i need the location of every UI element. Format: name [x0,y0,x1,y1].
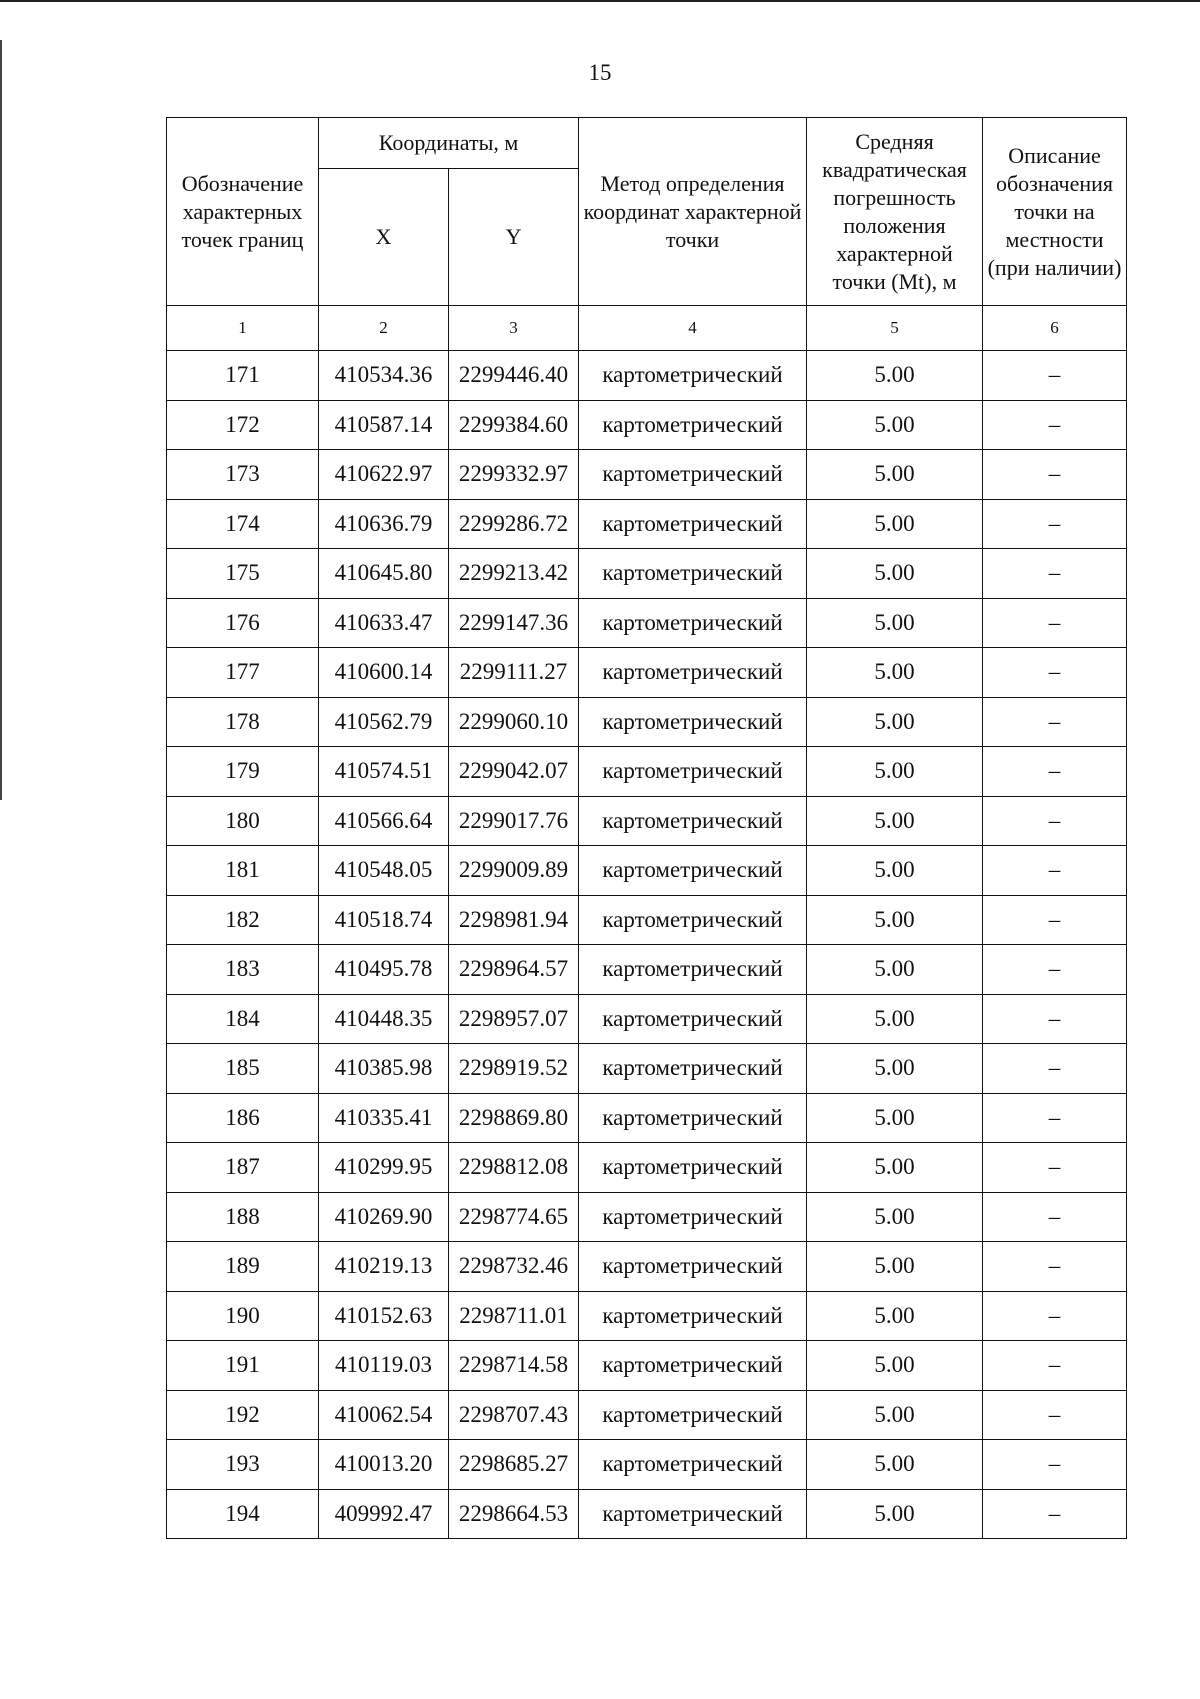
cell-point: 191 [167,1341,319,1391]
header-x: X [319,169,449,306]
table-row [167,945,1127,995]
cell-error: 5.00 [807,747,983,797]
cell-y: 2298774.65 [449,1192,579,1242]
cell-point: 189 [167,1242,319,1292]
cell-error: 5.00 [807,450,983,500]
cell-point: 181 [167,846,319,896]
cell-method: картометрический [579,994,807,1044]
table-row [167,1390,1127,1440]
header-coordinates: Координаты, м [319,118,579,169]
cell-point: 174 [167,499,319,549]
coordinates-table [166,117,1127,1539]
cell-y: 2298732.46 [449,1242,579,1292]
cell-point: 177 [167,648,319,698]
cell-description: – [983,1291,1127,1341]
column-number: 4 [579,306,807,351]
cell-x: 410587.14 [319,400,449,450]
cell-method: картометрический [579,1390,807,1440]
table-row [167,1440,1127,1490]
cell-x: 410448.35 [319,994,449,1044]
cell-description: – [983,895,1127,945]
cell-method: картометрический [579,351,807,401]
cell-y: 2298964.57 [449,945,579,995]
cell-description: – [983,1440,1127,1490]
table-row [167,747,1127,797]
cell-x: 410600.14 [319,648,449,698]
cell-description: – [983,1044,1127,1094]
cell-error: 5.00 [807,1291,983,1341]
cell-y: 2299060.10 [449,697,579,747]
cell-method: картометрический [579,1143,807,1193]
cell-point: 194 [167,1489,319,1539]
cell-description: – [983,1192,1127,1242]
cell-point: 188 [167,1192,319,1242]
table-row [167,648,1127,698]
cell-description: – [983,1143,1127,1193]
header-method: Метод определения координат характерной точки [579,118,807,306]
cell-method: картометрический [579,747,807,797]
cell-method: картометрический [579,697,807,747]
cell-description: – [983,846,1127,896]
table-row [167,499,1127,549]
cell-x: 410219.13 [319,1242,449,1292]
cell-description: – [983,1489,1127,1539]
column-number: 2 [319,306,449,351]
cell-x: 410636.79 [319,499,449,549]
cell-description: – [983,796,1127,846]
cell-y: 2298981.94 [449,895,579,945]
cell-error: 5.00 [807,1341,983,1391]
cell-error: 5.00 [807,1044,983,1094]
cell-error: 5.00 [807,1390,983,1440]
column-number: 5 [807,306,983,351]
table-row [167,895,1127,945]
cell-y: 2299147.36 [449,598,579,648]
cell-x: 410574.51 [319,747,449,797]
cell-y: 2298714.58 [449,1341,579,1391]
cell-method: картометрический [579,1044,807,1094]
table-row [167,697,1127,747]
cell-method: картометрический [579,450,807,500]
cell-y: 2299384.60 [449,400,579,450]
cell-method: картометрический [579,598,807,648]
column-number: 1 [167,306,319,351]
cell-x: 410119.03 [319,1341,449,1391]
cell-method: картометрический [579,499,807,549]
cell-method: картометрический [579,1242,807,1292]
cell-description: – [983,400,1127,450]
cell-description: – [983,1390,1127,1440]
cell-y: 2299009.89 [449,846,579,896]
table-row [167,846,1127,896]
cell-point: 183 [167,945,319,995]
cell-y: 2299042.07 [449,747,579,797]
cell-y: 2298812.08 [449,1143,579,1193]
table-row [167,351,1127,401]
cell-error: 5.00 [807,1440,983,1490]
cell-method: картометрический [579,1440,807,1490]
cell-point: 190 [167,1291,319,1341]
cell-description: – [983,351,1127,401]
cell-error: 5.00 [807,895,983,945]
cell-error: 5.00 [807,400,983,450]
cell-point: 182 [167,895,319,945]
page-number: 15 [588,60,612,85]
table-row [167,1341,1127,1391]
cell-method: картометрический [579,1192,807,1242]
cell-error: 5.00 [807,598,983,648]
cell-error: 5.00 [807,499,983,549]
cell-x: 410645.80 [319,549,449,599]
cell-point: 179 [167,747,319,797]
cell-method: картометрический [579,895,807,945]
cell-y: 2298919.52 [449,1044,579,1094]
cell-point: 180 [167,796,319,846]
cell-y: 2298957.07 [449,994,579,1044]
cell-description: – [983,747,1127,797]
cell-point: 178 [167,697,319,747]
table-body [167,306,1127,1539]
cell-description: – [983,697,1127,747]
cell-description: – [983,499,1127,549]
cell-y: 2299446.40 [449,351,579,401]
table-row [167,450,1127,500]
cell-x: 410269.90 [319,1192,449,1242]
cell-point: 192 [167,1390,319,1440]
cell-x: 410385.98 [319,1044,449,1094]
cell-x: 410562.79 [319,697,449,747]
cell-method: картометрический [579,1341,807,1391]
cell-point: 193 [167,1440,319,1490]
table-row [167,1044,1127,1094]
cell-error: 5.00 [807,945,983,995]
table-row [167,1093,1127,1143]
column-number: 6 [983,306,1127,351]
page-left-edge [0,40,2,800]
header-y: Y [449,169,579,306]
cell-method: картометрический [579,1489,807,1539]
header-description: Описание обозначения точки на местности (при наличии) [983,118,1127,306]
cell-error: 5.00 [807,1489,983,1539]
cell-x: 410622.97 [319,450,449,500]
cell-description: – [983,450,1127,500]
cell-y: 2299017.76 [449,796,579,846]
cell-x: 410518.74 [319,895,449,945]
cell-description: – [983,1341,1127,1391]
cell-method: картометрический [579,1291,807,1341]
table-row [167,400,1127,450]
table-row [167,598,1127,648]
header-error: Средняя квадратическая погрешность положения характерной точки (Mt), м [807,118,983,306]
cell-description: – [983,1093,1127,1143]
cell-y: 2299332.97 [449,450,579,500]
cell-y: 2298707.43 [449,1390,579,1440]
cell-point: 175 [167,549,319,599]
cell-y: 2299286.72 [449,499,579,549]
cell-description: – [983,598,1127,648]
cell-method: картометрический [579,796,807,846]
cell-x: 410152.63 [319,1291,449,1341]
cell-x: 410062.54 [319,1390,449,1440]
cell-error: 5.00 [807,846,983,896]
cell-y: 2299111.27 [449,648,579,698]
cell-point: 171 [167,351,319,401]
cell-point: 185 [167,1044,319,1094]
cell-y: 2298711.01 [449,1291,579,1341]
cell-description: – [983,994,1127,1044]
cell-description: – [983,1242,1127,1292]
cell-y: 2298869.80 [449,1093,579,1143]
table-row [167,994,1127,1044]
cell-error: 5.00 [807,549,983,599]
cell-error: 5.00 [807,697,983,747]
cell-error: 5.00 [807,796,983,846]
table-row [167,549,1127,599]
cell-method: картометрический [579,549,807,599]
cell-x: 410013.20 [319,1440,449,1490]
cell-method: картометрический [579,1093,807,1143]
cell-x: 410566.64 [319,796,449,846]
cell-x: 410335.41 [319,1093,449,1143]
table-row [167,1192,1127,1242]
cell-y: 2298664.53 [449,1489,579,1539]
header-point: Обозначение характерных точек границ [167,118,319,306]
cell-description: – [983,945,1127,995]
cell-y: 2299213.42 [449,549,579,599]
cell-y: 2298685.27 [449,1440,579,1490]
cell-point: 176 [167,598,319,648]
table-row [167,1242,1127,1292]
cell-x: 410534.36 [319,351,449,401]
cell-point: 186 [167,1093,319,1143]
cell-method: картометрический [579,400,807,450]
cell-description: – [983,549,1127,599]
cell-error: 5.00 [807,994,983,1044]
column-numbers-row [167,306,1127,351]
cell-error: 5.00 [807,1242,983,1292]
cell-error: 5.00 [807,1093,983,1143]
cell-point: 184 [167,994,319,1044]
column-number: 3 [449,306,579,351]
table-row [167,1291,1127,1341]
table-row [167,1143,1127,1193]
cell-point: 173 [167,450,319,500]
table-row [167,1489,1127,1539]
cell-x: 410299.95 [319,1143,449,1193]
table-row [167,796,1127,846]
cell-description: – [983,648,1127,698]
cell-x: 410495.78 [319,945,449,995]
cell-point: 172 [167,400,319,450]
cell-x: 410548.05 [319,846,449,896]
cell-method: картометрический [579,846,807,896]
cell-error: 5.00 [807,648,983,698]
cell-error: 5.00 [807,1192,983,1242]
page-top-edge [0,0,1200,2]
cell-method: картометрический [579,945,807,995]
cell-x: 409992.47 [319,1489,449,1539]
cell-point: 187 [167,1143,319,1193]
cell-x: 410633.47 [319,598,449,648]
cell-method: картометрический [579,648,807,698]
cell-error: 5.00 [807,1143,983,1193]
cell-error: 5.00 [807,351,983,401]
